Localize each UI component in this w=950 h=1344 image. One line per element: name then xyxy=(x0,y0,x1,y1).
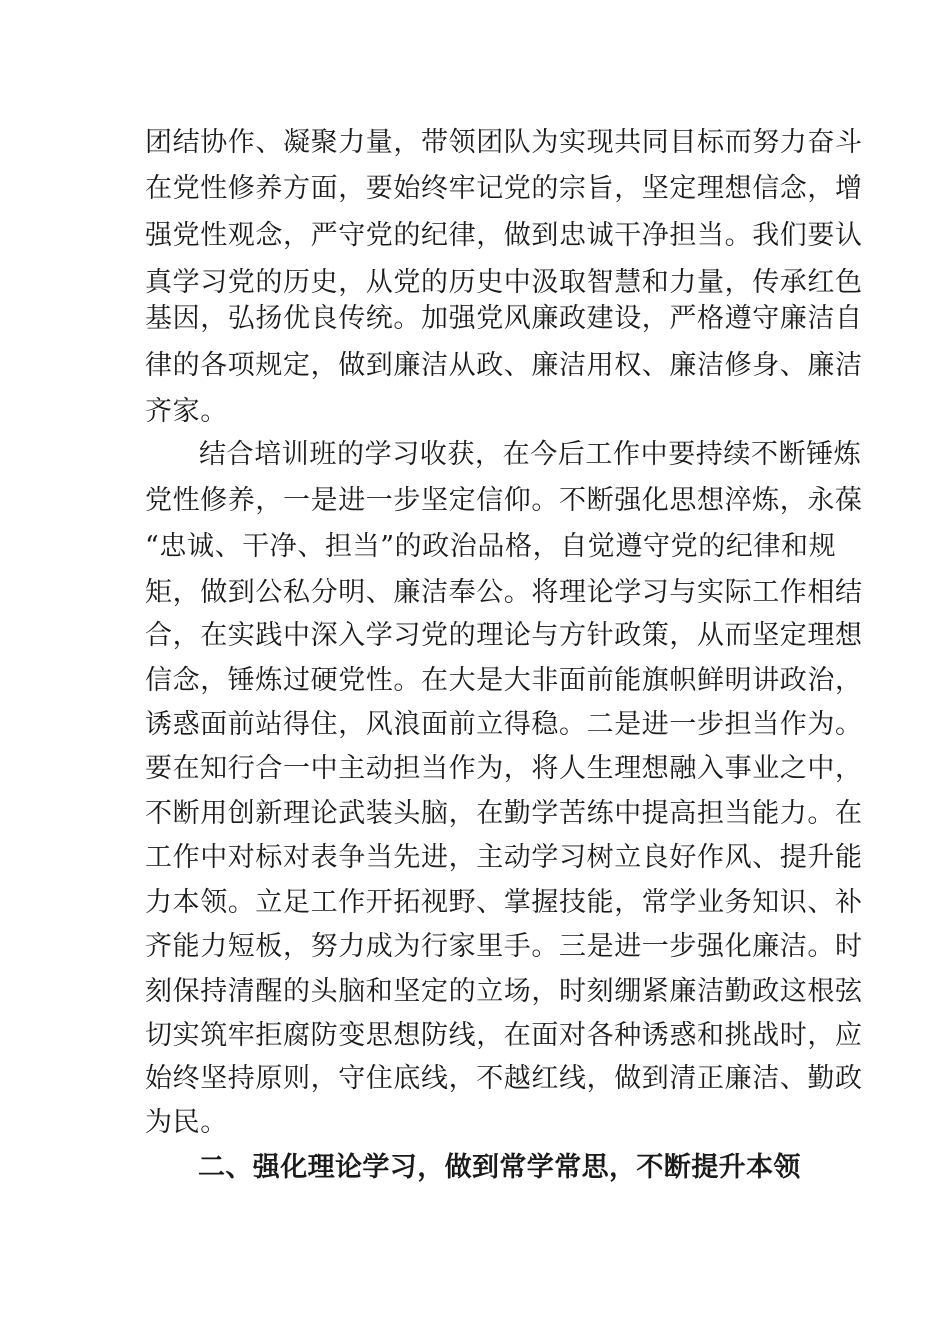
paragraph-2-line-13: 刻保持清醒的头脑和坚定的立场，时刻绷紧廉洁勤政这根弦 xyxy=(145,976,863,1007)
paragraph-2-line-2: 党性修养，一是进一步坚定信仰。不断强化思想淬炼，永葆 xyxy=(145,485,863,516)
paragraph-2-line-14: 切实筑牢拒腐防变思想防线，在面对各种诱惑和挑战时，应 xyxy=(145,1020,863,1051)
paragraph-2-line-15: 始终坚持原则，守住底线，不越红线，做到清正廉洁、勤政 xyxy=(145,1063,863,1094)
paragraph-2-line-11: 力本领。立足工作开拓视野、掌握技能，常学业务知识、补 xyxy=(145,887,863,918)
paragraph-2-line-10: 工作中对标对表争当先进，主动学习树立良好作风、提升能 xyxy=(145,842,863,873)
paragraph-2-line-7: 诱惑面前站得住，风浪面前立得稳。二是进一步担当作为。 xyxy=(145,709,863,740)
paragraph-2-line-9: 不断用创新理论武装头脑，在勤学苦练中提高担当能力。在 xyxy=(145,798,863,829)
paragraph-1-line-2: 在党性修养方面，要始终牢记党的宗旨，坚定理想信念，增 xyxy=(145,173,863,204)
paragraph-1-line-5: 基因，弘扬优良传统。加强党风廉政建设，严格遵守廉洁自 xyxy=(145,303,863,334)
paragraph-2-line-5: 合，在实践中深入学习党的理论与方针政策，从而坚定理想 xyxy=(145,620,863,651)
paragraph-2-line-1: 结合培训班的学习收获，在今后工作中要持续不断锤炼 xyxy=(199,439,862,470)
paragraph-1-line-4: 真学习党的历史，从党的历史中汲取智慧和力量，传承红色 xyxy=(145,267,863,298)
paragraph-2-line-16: 为民。 xyxy=(145,1107,228,1138)
paragraph-1-line-7: 齐家。 xyxy=(145,396,228,427)
paragraph-1-line-1: 团结协作、凝聚力量，带领团队为实现共同目标而努力奋斗 xyxy=(145,127,863,158)
paragraph-1-line-3: 强党性观念，严守党的纪律，做到忠诚干净担当。我们要认 xyxy=(145,220,863,251)
paragraph-2-line-12: 齐能力短板，努力成为行家里手。三是进一步强化廉洁。时 xyxy=(145,931,863,962)
section-heading-2: 二、强化理论学习，做到常学常思，不断提升本领 xyxy=(198,1152,801,1183)
paragraph-2-line-6: 信念，锤炼过硬党性。在大是大非面前能旗帜鲜明讲政治， xyxy=(145,665,863,696)
paragraph-2-line-3: “忠诚、干净、担当”的政治品格，自觉遵守党的纪律和规 xyxy=(145,531,837,562)
paragraph-2-line-4: 矩，做到公私分明、廉洁奉公。将理论学习与实际工作相结 xyxy=(145,577,863,608)
paragraph-2-line-8: 要在知行合一中主动担当作为，将人生理想融入事业之中， xyxy=(145,753,863,784)
paragraph-1-line-6: 律的各项规定，做到廉洁从政、廉洁用权、廉洁修身、廉洁 xyxy=(145,350,863,381)
